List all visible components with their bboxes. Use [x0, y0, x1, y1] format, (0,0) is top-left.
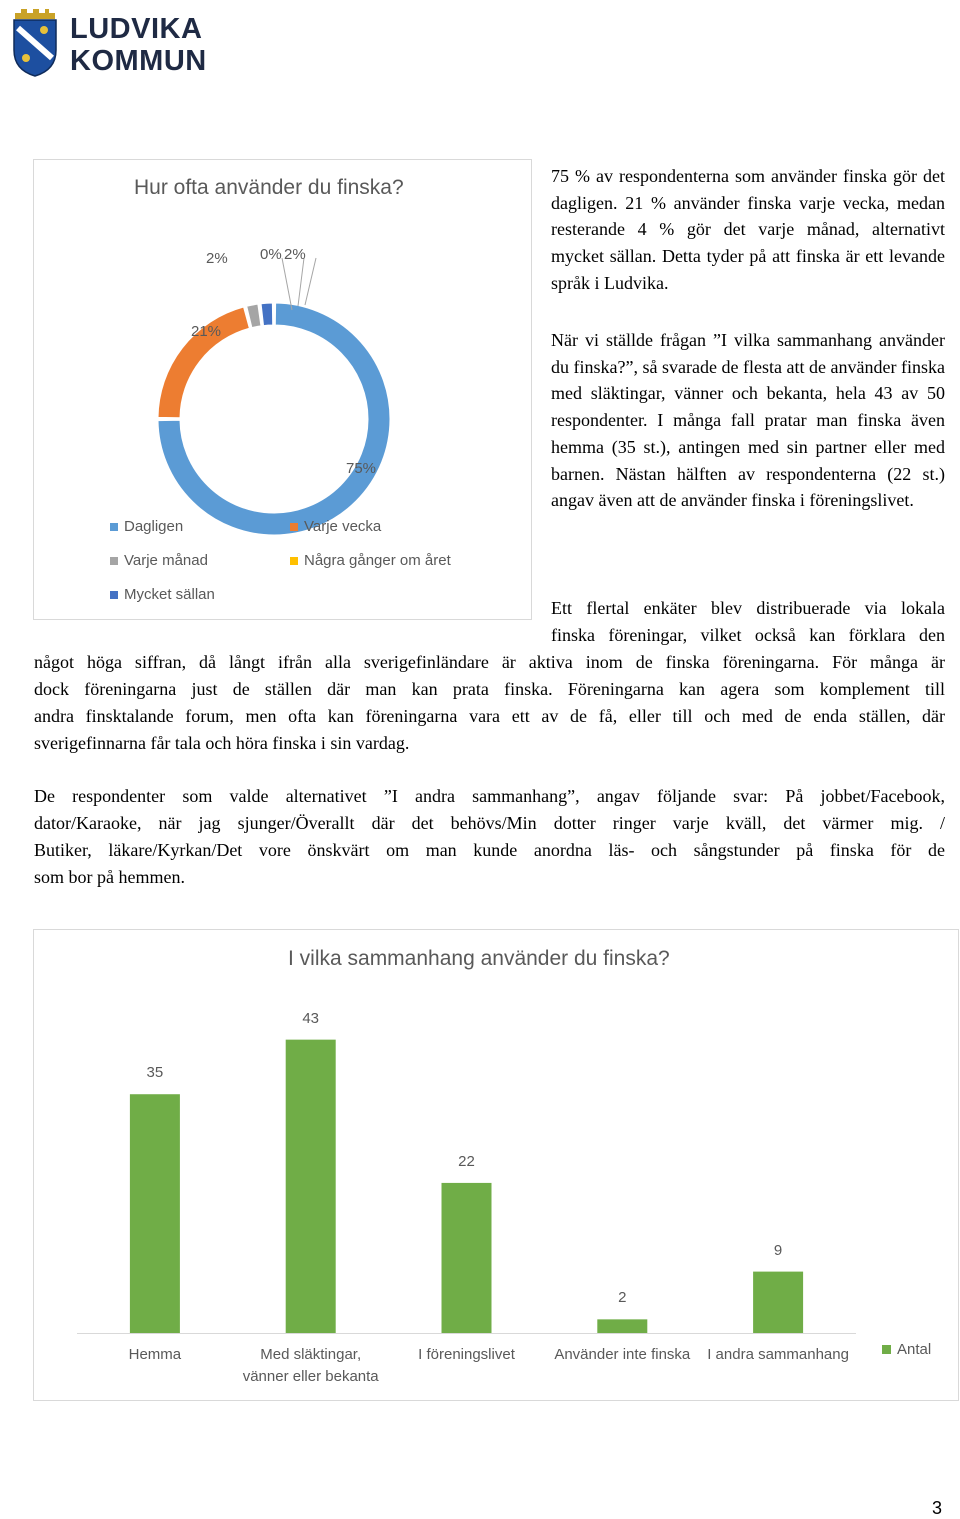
paragraph-associations-line-3: något höga siffran, då långt ifrån alla sverigefinländare är aktiva inom de finska föreningarna. För många är [34, 652, 945, 672]
bar-value-label: 22 [458, 1152, 475, 1170]
paragraph-associations-line-4: dock föreningarna just de ställen där man kan prata finska. Föreningarna kan agera som komplement till [34, 679, 945, 699]
bar-chart-title: I vilka sammanhang använder du finska? [288, 947, 670, 970]
pie-leader-line [298, 258, 304, 306]
paragraph-associations-line-5: andra finsktalande forum, men ofta kan föreningarna vara ett av de få, eller till och med de enda ställen, där [34, 706, 945, 726]
paragraph-associations-line-1: Ett flertal enkäter blev distribuerade via lokala [551, 598, 945, 618]
logo-line-2: KOMMUN [70, 45, 207, 77]
legend-item [110, 518, 183, 535]
paragraph-other-line-4: som bor på hemmen. [34, 867, 185, 887]
legend-label: Varje vecka [304, 518, 382, 535]
bar-value-label: 43 [302, 1009, 320, 1027]
category-label: Med släktingar, [260, 1346, 362, 1363]
pie-data-label: 75% [346, 460, 377, 477]
category-label: Hemma [128, 1346, 182, 1363]
legend-swatch [290, 557, 298, 565]
paragraph-associations-line-2: finska föreningar, vilket också kan förklara den [551, 625, 945, 645]
paragraph-other-line-3: Butiker, läkare/Kyrkan/Det vore önskvärt om man kunde anordna läs- och sångstunder på finska för de [34, 840, 945, 860]
bar [286, 1040, 336, 1333]
pie-chart-title: Hur ofta använder du finska? [134, 176, 404, 199]
pie-chart-box [33, 159, 532, 620]
legend-swatch [110, 557, 118, 565]
category-label: vänner eller bekanta [242, 1368, 379, 1385]
pie-leader-line [282, 258, 292, 310]
crest-icon [10, 8, 60, 78]
bar [597, 1319, 647, 1333]
bar-chart-svg [34, 930, 960, 1402]
bar-value-label: 35 [146, 1064, 164, 1082]
legend-swatch [110, 523, 118, 531]
paragraph-other-line-1: De respondenter som valde alternativet ”I andra sammanhang”, angav följande svar: På jobbet/Facebook, [34, 786, 945, 806]
category-label: I föreningslivet [418, 1346, 515, 1363]
legend-swatch [882, 1345, 891, 1354]
paragraph-associations-line-6: sverigefinnarna får tala och höra finska i sin vardag. [34, 733, 410, 753]
logo-line-1: LUDVIKA [70, 13, 203, 45]
paragraph-other-line-2: dator/Karaoke, när jag sjunger/Överallt där det behövs/Min dotter ringer varje kväll, det värmer mig. / [34, 813, 945, 833]
legend-item [290, 552, 451, 569]
pie-slice-3 [247, 304, 261, 328]
legend-label: Dagligen [124, 518, 184, 535]
legend-item [110, 552, 208, 569]
paragraph-contexts: När vi ställde frågan ”I vilka sammanhang använder du finska?”, så svarade de flesta att de använder finska med släktingar, vänner och bekanta, hela 43 av 50 respondenter. I många fall pratar man finska även hemma (35 st.), antingen med sin partner eller med barnen. Nästan hälften av respondenterna (22 st.) angav även att de använder finska i föreningslivet. [551, 330, 945, 511]
pie-data-label: 0% [260, 246, 282, 263]
legend-swatch [110, 591, 118, 599]
logo [10, 8, 220, 80]
page-number: 3 [932, 1498, 943, 1518]
bar-chart-box [33, 929, 959, 1401]
legend-label: Några gånger om året [304, 552, 451, 569]
bar [753, 1272, 803, 1333]
pie-chart-svg [34, 160, 533, 621]
legend-label: Antal [897, 1341, 932, 1358]
legend-label: Mycket sällan [124, 586, 215, 603]
legend-item [110, 586, 215, 603]
pie-data-label: 21% [191, 323, 222, 340]
pie-slice-5 [261, 303, 273, 326]
pie-data-label: 2% [284, 246, 306, 263]
bar-legend-item [882, 1341, 931, 1358]
legend-item [290, 518, 381, 535]
pie-data-label: 2% [206, 250, 228, 267]
category-label: I andra sammanhang [707, 1346, 849, 1363]
bar-value-label: 2 [618, 1289, 627, 1307]
paragraph-frequency: 75 % av respondenterna som använder finska gör det dagligen. 21 % använder finska varje vecka, medan resterande 4 % gör det varje månad, alternativt mycket sällan. Detta tyder på att finska är ett levande språk i Ludvika. [551, 166, 945, 293]
bar [442, 1183, 492, 1333]
bar-value-label: 9 [773, 1241, 783, 1259]
legend-label: Varje månad [124, 552, 208, 569]
pie-leader-line [305, 258, 316, 305]
bar [130, 1094, 180, 1333]
category-label: Använder inte finska [554, 1346, 691, 1363]
legend-swatch [290, 523, 298, 531]
